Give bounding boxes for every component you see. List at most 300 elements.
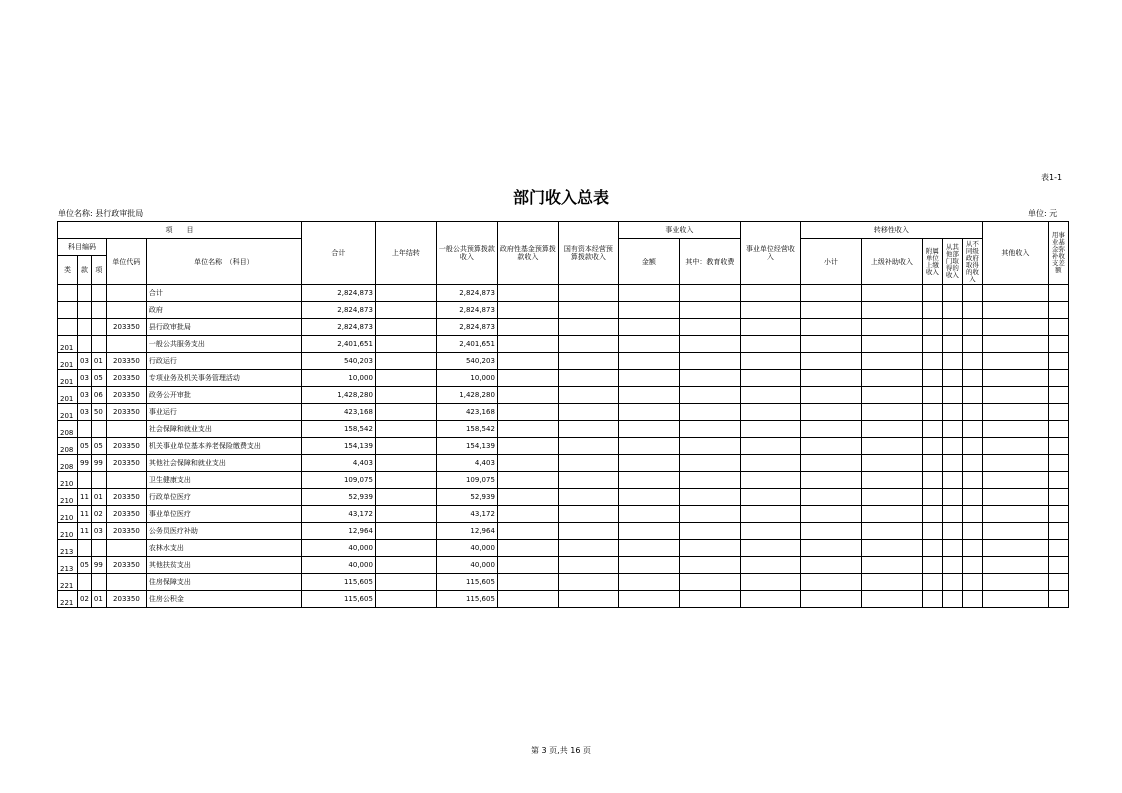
cell-unit-business [740,387,800,404]
cell-amount [618,472,679,489]
page-title: 部门收入总表 [512,188,609,207]
cell-other-income [982,285,1048,302]
cell-other-dept [942,336,962,353]
cell-unit-code: 203350 [106,523,146,540]
header-amount: 金额 [618,239,679,285]
cell-xiang [91,574,106,591]
cell-subtotal [800,591,861,608]
cell-total: 43,172 [301,506,375,523]
header-other-dept: 从其他部门取得的收入 [942,239,962,285]
cell-kuan [78,421,92,438]
cell-other-income [982,319,1048,336]
cell-gov-fund [497,336,558,353]
table-row [58,302,1069,319]
cell-unit-name: 机关事业单位基本养老保险缴费支出 [146,438,301,455]
cell-superior-subsidy [861,506,922,523]
cell-state-capital [558,540,618,557]
cell-subtotal [800,523,861,540]
cell-diff-level [962,319,982,336]
cell-diff-level [962,523,982,540]
cell-unit-code [106,302,146,319]
cell-superior-subsidy [861,438,922,455]
cell-unit-name: 行政单位医疗 [146,489,301,506]
cell-unit-code: 203350 [106,387,146,404]
cell-last-year [375,285,436,302]
cell-superior-subsidy [861,455,922,472]
cell-affiliated [922,336,942,353]
header-transfer-income: 转移性收入 [800,222,982,239]
cell-state-capital [558,472,618,489]
cell-unit-business [740,438,800,455]
table-body [58,285,1069,608]
cell-unit-business [740,285,800,302]
cell-general-budget: 40,000 [436,557,497,574]
cell-diff-level [962,540,982,557]
cell-diff-level [962,387,982,404]
cell-other-dept [942,455,962,472]
cell-cause-fund [1048,353,1068,370]
cell-other-income [982,574,1048,591]
cell-other-income [982,387,1048,404]
cell-lei: 201 [58,336,78,353]
cell-superior-subsidy [861,574,922,591]
cell-affiliated [922,302,942,319]
cell-affiliated [922,404,942,421]
header-affiliated: 附属单位上缴收入 [922,239,942,285]
header-state-capital: 国有资本经营预算拨款收入 [558,222,618,285]
cell-unit-business [740,489,800,506]
table-row [58,285,1069,302]
cell-affiliated [922,285,942,302]
cell-edu-fee [679,472,740,489]
cell-subtotal [800,353,861,370]
cell-general-budget: 2,401,651 [436,336,497,353]
cell-gov-fund [497,285,558,302]
table-row [58,438,1069,455]
cell-lei: 210 [58,472,78,489]
cell-diff-level [962,438,982,455]
cell-other-dept [942,574,962,591]
cell-last-year [375,319,436,336]
cell-lei [58,302,78,319]
cell-gov-fund [497,302,558,319]
cell-xiang [91,285,106,302]
cell-edu-fee [679,302,740,319]
header-gov-fund: 政府性基金预算拨款收入 [497,222,558,285]
cell-affiliated [922,523,942,540]
cell-gov-fund [497,353,558,370]
cell-unit-business [740,472,800,489]
cell-unit-name: 一般公共服务支出 [146,336,301,353]
header-item: 项 目 [58,222,302,239]
cell-lei: 210 [58,523,78,540]
cell-xiang: 01 [91,489,106,506]
cell-last-year [375,455,436,472]
header-edu-fee: 其中：教育收费 [679,239,740,285]
cell-state-capital [558,421,618,438]
cell-general-budget: 52,939 [436,489,497,506]
cell-last-year [375,489,436,506]
cell-gov-fund [497,506,558,523]
cell-other-dept [942,421,962,438]
cell-unit-name: 农林水支出 [146,540,301,557]
cell-xiang [91,302,106,319]
cell-unit-code: 203350 [106,353,146,370]
cell-lei: 213 [58,540,78,557]
cell-general-budget: 40,000 [436,540,497,557]
cell-cause-fund [1048,523,1068,540]
cell-affiliated [922,455,942,472]
table-row [58,574,1069,591]
cell-superior-subsidy [861,387,922,404]
cell-cause-fund [1048,302,1068,319]
cell-edu-fee [679,387,740,404]
cell-unit-business [740,370,800,387]
table-row [58,489,1069,506]
cell-unit-name: 专项业务及机关事务管理活动 [146,370,301,387]
table-row [58,387,1069,404]
cell-last-year [375,387,436,404]
cell-superior-subsidy [861,336,922,353]
cell-kuan: 03 [78,404,92,421]
cell-edu-fee [679,591,740,608]
cell-unit-business [740,574,800,591]
cell-cause-fund [1048,370,1068,387]
cell-unit-name: 卫生健康支出 [146,472,301,489]
cell-unit-name: 县行政审批局 [146,319,301,336]
cell-amount [618,523,679,540]
cell-subtotal [800,540,861,557]
cell-kuan: 02 [78,591,92,608]
cell-subtotal [800,557,861,574]
cell-general-budget: 109,075 [436,472,497,489]
cell-last-year [375,506,436,523]
cell-unit-name: 政府 [146,302,301,319]
cell-kuan [78,285,92,302]
cell-kuan [78,302,92,319]
cell-unit-business [740,353,800,370]
table-row [58,523,1069,540]
cell-xiang: 05 [91,438,106,455]
cell-unit-business [740,302,800,319]
header-unit-business: 事业单位经营收入 [740,222,800,285]
cell-cause-fund [1048,285,1068,302]
cell-total: 10,000 [301,370,375,387]
currency-unit-label: 单位: 元 [1028,209,1058,218]
cell-general-budget: 423,168 [436,404,497,421]
cell-kuan: 03 [78,387,92,404]
table-row [58,336,1069,353]
cell-diff-level [962,302,982,319]
table-row [58,370,1069,387]
cell-gov-fund [497,540,558,557]
cell-superior-subsidy [861,404,922,421]
cell-total: 40,000 [301,557,375,574]
cell-other-income [982,370,1048,387]
cell-xiang: 06 [91,387,106,404]
cell-general-budget: 154,139 [436,438,497,455]
table-row [58,506,1069,523]
cell-other-income [982,523,1048,540]
cell-edu-fee [679,421,740,438]
cell-unit-code: 203350 [106,591,146,608]
cell-state-capital [558,336,618,353]
cell-diff-level [962,574,982,591]
cell-affiliated [922,438,942,455]
cell-general-budget: 158,542 [436,421,497,438]
cell-total: 154,139 [301,438,375,455]
cell-cause-fund [1048,591,1068,608]
cell-state-capital [558,353,618,370]
cell-other-income [982,404,1048,421]
cell-unit-code [106,336,146,353]
cell-other-income [982,591,1048,608]
cell-other-income [982,540,1048,557]
cell-last-year [375,438,436,455]
cell-superior-subsidy [861,370,922,387]
cell-other-dept [942,472,962,489]
header-xiang: 项 [91,256,106,285]
cell-cause-fund [1048,540,1068,557]
cell-unit-name: 其他社会保障和就业支出 [146,455,301,472]
cell-gov-fund [497,489,558,506]
table-row [58,353,1069,370]
cell-subtotal [800,506,861,523]
cell-other-dept [942,540,962,557]
cell-diff-level [962,370,982,387]
cell-unit-business [740,557,800,574]
cell-edu-fee [679,319,740,336]
cell-general-budget: 2,824,873 [436,285,497,302]
cell-diff-level [962,404,982,421]
cell-last-year [375,404,436,421]
cell-kuan: 11 [78,523,92,540]
cell-affiliated [922,353,942,370]
table-row [58,591,1069,608]
cell-diff-level [962,557,982,574]
cell-state-capital [558,370,618,387]
cell-cause-fund [1048,455,1068,472]
cell-kuan: 99 [78,455,92,472]
table-row [58,472,1069,489]
cell-amount [618,557,679,574]
cell-amount [618,489,679,506]
cell-kuan: 03 [78,370,92,387]
cell-amount [618,387,679,404]
cell-other-dept [942,353,962,370]
cell-other-income [982,438,1048,455]
cell-unit-code [106,540,146,557]
cell-superior-subsidy [861,591,922,608]
cell-edu-fee [679,285,740,302]
cell-general-budget: 115,605 [436,591,497,608]
cell-amount [618,370,679,387]
header-last-year: 上年结转 [375,222,436,285]
cell-edu-fee [679,523,740,540]
cell-unit-name: 事业运行 [146,404,301,421]
cell-amount [618,506,679,523]
cell-diff-level [962,472,982,489]
cell-general-budget: 1,428,280 [436,387,497,404]
cell-gov-fund [497,574,558,591]
header-subject-code: 科目编码 [58,239,107,256]
cell-other-dept [942,387,962,404]
cell-superior-subsidy [861,302,922,319]
cell-affiliated [922,387,942,404]
cell-last-year [375,523,436,540]
header-cause-fund: 用事业基金弥补收支差额 [1048,222,1068,285]
table-row [58,557,1069,574]
cell-unit-business [740,506,800,523]
cell-diff-level [962,591,982,608]
cell-other-income [982,557,1048,574]
cell-diff-level [962,421,982,438]
cell-unit-code: 203350 [106,506,146,523]
cell-lei: 201 [58,387,78,404]
cell-last-year [375,370,436,387]
cell-state-capital [558,574,618,591]
table-row [58,421,1069,438]
cell-edu-fee [679,404,740,421]
cell-amount [618,574,679,591]
table-row [58,455,1069,472]
cell-xiang [91,472,106,489]
cell-total: 115,605 [301,591,375,608]
cell-total: 540,203 [301,353,375,370]
cell-cause-fund [1048,404,1068,421]
cell-last-year [375,591,436,608]
cell-xiang: 05 [91,370,106,387]
cell-affiliated [922,472,942,489]
cell-cause-fund [1048,336,1068,353]
cell-cause-fund [1048,506,1068,523]
cell-amount [618,336,679,353]
cell-edu-fee [679,489,740,506]
cell-unit-code: 203350 [106,557,146,574]
cell-cause-fund [1048,557,1068,574]
cell-unit-business [740,404,800,421]
cell-amount [618,353,679,370]
cell-unit-code [106,421,146,438]
cell-unit-code [106,472,146,489]
cell-general-budget: 540,203 [436,353,497,370]
cell-unit-business [740,591,800,608]
cell-cause-fund [1048,421,1068,438]
cell-kuan: 03 [78,353,92,370]
cell-total: 109,075 [301,472,375,489]
cell-gov-fund [497,472,558,489]
cell-affiliated [922,421,942,438]
cell-unit-business [740,523,800,540]
cell-lei: 201 [58,353,78,370]
cell-state-capital [558,438,618,455]
cell-last-year [375,421,436,438]
cell-total: 2,824,873 [301,285,375,302]
cell-subtotal [800,455,861,472]
cell-other-income [982,302,1048,319]
cell-other-dept [942,523,962,540]
cell-unit-code [106,285,146,302]
cell-cause-fund [1048,472,1068,489]
cell-amount [618,421,679,438]
header-business-income: 事业收入 [618,222,740,239]
cell-kuan: 05 [78,438,92,455]
cell-gov-fund [497,523,558,540]
cell-diff-level [962,353,982,370]
cell-kuan [78,319,92,336]
cell-general-budget: 43,172 [436,506,497,523]
header-lei: 类 [58,256,78,285]
table-row [58,540,1069,557]
cell-state-capital [558,404,618,421]
cell-cause-fund [1048,319,1068,336]
cell-other-dept [942,438,962,455]
cell-gov-fund [497,591,558,608]
cell-kuan [78,472,92,489]
cell-superior-subsidy [861,523,922,540]
cell-xiang: 03 [91,523,106,540]
cell-general-budget: 2,824,873 [436,302,497,319]
cell-state-capital [558,557,618,574]
cell-lei: 210 [58,506,78,523]
cell-other-dept [942,285,962,302]
cell-amount [618,455,679,472]
cell-kuan: 11 [78,489,92,506]
cell-unit-business [740,455,800,472]
cell-subtotal [800,336,861,353]
cell-affiliated [922,506,942,523]
cell-cause-fund [1048,387,1068,404]
cell-superior-subsidy [861,421,922,438]
cell-cause-fund [1048,489,1068,506]
cell-unit-business [740,540,800,557]
cell-other-dept [942,506,962,523]
cell-total: 12,964 [301,523,375,540]
cell-gov-fund [497,319,558,336]
header-diff-level: 从不同级政府取得的收入 [962,239,982,285]
cell-unit-business [740,336,800,353]
cell-diff-level [962,455,982,472]
cell-other-income [982,506,1048,523]
cell-subtotal [800,472,861,489]
cell-general-budget: 10,000 [436,370,497,387]
table-code: 表1-1 [1041,173,1063,182]
cell-unit-code: 203350 [106,455,146,472]
cell-lei: 201 [58,404,78,421]
cell-gov-fund [497,387,558,404]
cell-state-capital [558,523,618,540]
header-superior-subsidy: 上级补助收入 [861,239,922,285]
cell-affiliated [922,489,942,506]
cell-kuan: 05 [78,557,92,574]
cell-lei [58,319,78,336]
cell-state-capital [558,285,618,302]
cell-amount [618,591,679,608]
cell-amount [618,404,679,421]
cell-lei: 201 [58,370,78,387]
cell-unit-code: 203350 [106,319,146,336]
cell-lei [58,285,78,302]
cell-diff-level [962,489,982,506]
cell-unit-code: 203350 [106,370,146,387]
cell-general-budget: 12,964 [436,523,497,540]
cell-unit-name: 政务公开审批 [146,387,301,404]
cell-xiang [91,540,106,557]
cell-unit-code: 203350 [106,438,146,455]
cell-unit-code: 203350 [106,404,146,421]
cell-unit-name: 合计 [146,285,301,302]
table-row [58,319,1069,336]
